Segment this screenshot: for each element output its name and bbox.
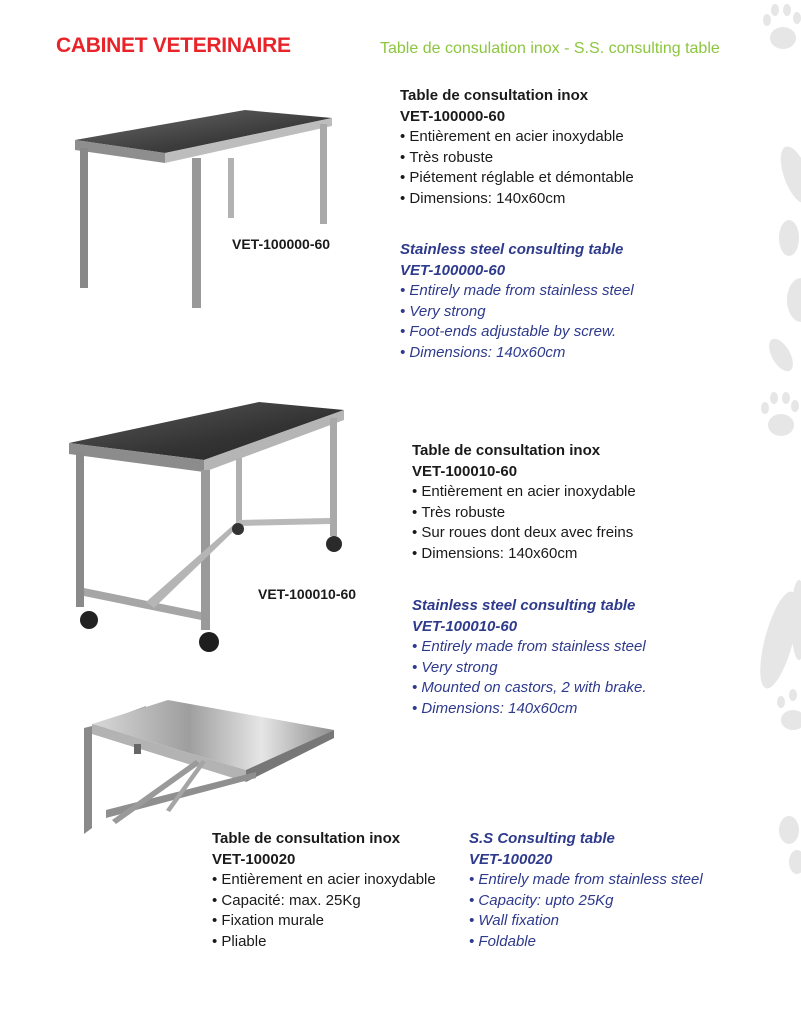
page-title: CABINET VETERINAIRE: [56, 34, 291, 57]
feature-item: • Piétement réglable et démontable: [400, 168, 634, 189]
product-2-fr: [412, 441, 636, 565]
product-code-label: VET-100010-60: [258, 586, 357, 602]
product-image-wall-table: [76, 700, 338, 835]
feature-item: • Dimensions: 140x60cm: [400, 189, 634, 210]
product-name: Stainless steel consulting table: [412, 597, 636, 614]
product-code: VET-100000-60: [400, 261, 506, 279]
feature-item: • Pliable: [212, 932, 436, 953]
feature-item: • Capacité: max. 25Kg: [212, 891, 436, 912]
product-code: VET-100020: [212, 850, 296, 868]
product-name: S.S Consulting table: [469, 830, 615, 847]
feature-item: • Dimensions: 140x60cm: [412, 699, 647, 720]
product-code-label: VET-100000-60: [232, 236, 331, 252]
feature-item: • Entièrement en acier inoxydable: [412, 482, 636, 503]
feature-item: • Dimensions: 140x60cm: [400, 343, 634, 364]
product-3-en: [469, 829, 703, 953]
feature-item: • Fixation murale: [212, 911, 436, 932]
feature-item: • Entièrement en acier inoxydable: [212, 870, 436, 891]
feature-item: • Entirely made from stainless steel: [469, 870, 703, 891]
feature-item: • Very strong: [400, 302, 634, 323]
feature-item: • Entirely made from stainless steel: [400, 281, 634, 302]
paw-icon: [777, 689, 801, 730]
product-code: VET-100010-60: [412, 617, 518, 635]
feature-item: • Very strong: [412, 658, 647, 679]
paw-icon: [761, 392, 799, 436]
feature-item: • Dimensions: 140x60cm: [412, 544, 636, 565]
feature-item: • Très robuste: [412, 503, 636, 524]
product-name: Table de consultation inox: [212, 830, 401, 847]
product-3-fr: [212, 829, 436, 953]
product-code: VET-100010-60: [412, 462, 518, 480]
feature-item: • Entirely made from stainless steel: [412, 637, 647, 658]
product-name: Stainless steel consulting table: [400, 241, 624, 258]
product-name: Table de consultation inox: [412, 442, 601, 459]
product-1-en: [400, 240, 634, 364]
product-image-table-2: [64, 398, 349, 660]
feature-item: • Wall fixation: [469, 911, 703, 932]
product-name: Table de consultation inox: [400, 87, 589, 104]
feature-item: • Mounted on castors, 2 with brake.: [412, 678, 647, 699]
paw-print-decoration: [741, 0, 801, 1024]
product-2-en: [412, 596, 647, 720]
feature-item: • Foldable: [469, 932, 703, 953]
product-code: VET-100000-60: [400, 107, 506, 125]
feature-item: • Capacity: upto 25Kg: [469, 891, 703, 912]
product-image-table-1: [70, 108, 350, 313]
page-subtitle: Table de consulation inox - S.S. consulting table: [380, 40, 720, 57]
feature-item: • Entièrement en acier inoxydable: [400, 127, 634, 148]
product-code: VET-100020: [469, 850, 553, 868]
product-1-fr: [400, 86, 634, 210]
feature-item: • Foot-ends adjustable by screw.: [400, 322, 634, 343]
feature-item: • Sur roues dont deux avec freins: [412, 523, 636, 544]
feature-item: • Très robuste: [400, 148, 634, 169]
paw-icon: [763, 4, 801, 49]
